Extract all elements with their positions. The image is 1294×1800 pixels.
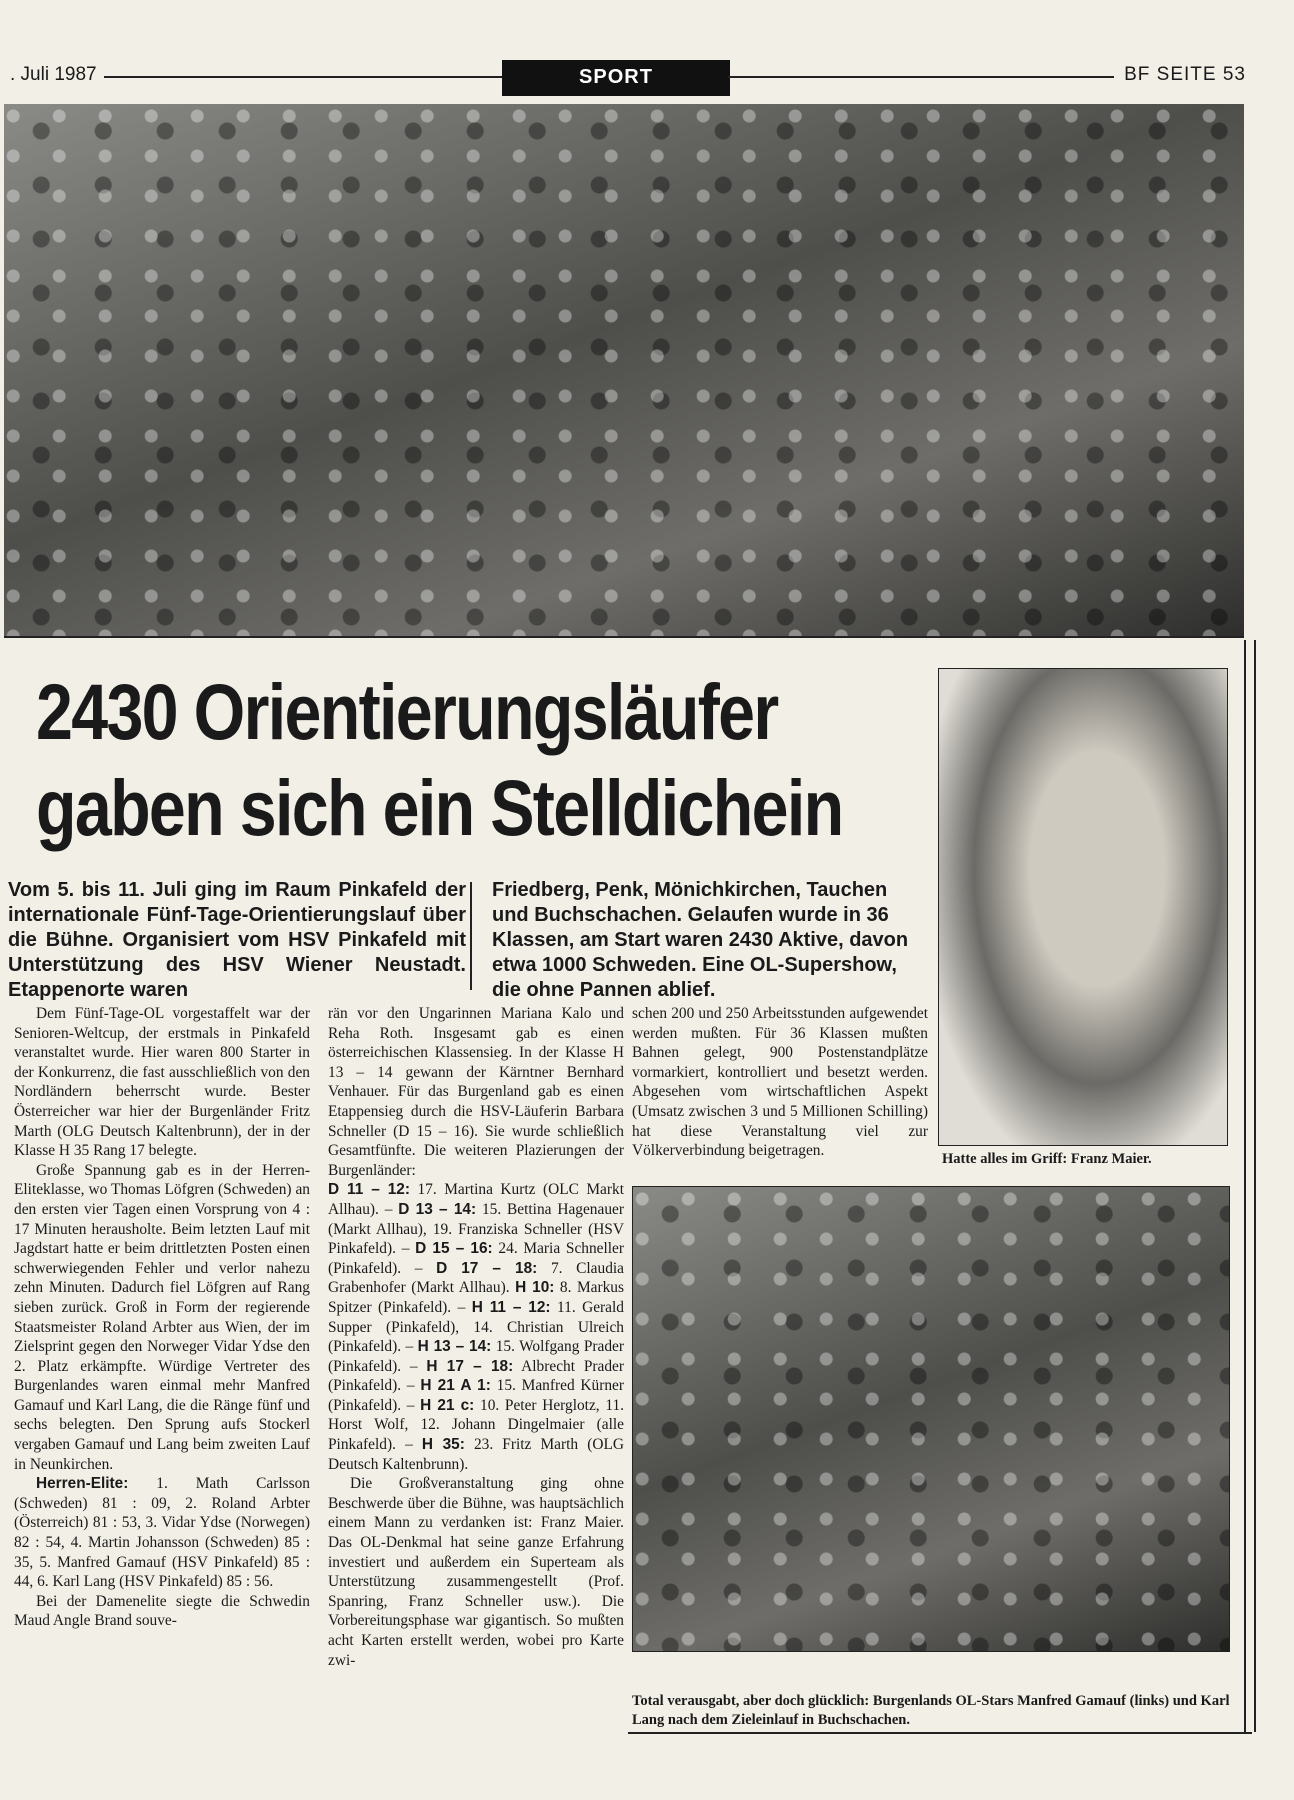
result-entry-text: Albrecht Prader (Pinkafeld). – [328, 1357, 624, 1395]
results-label: Herren-Elite: [36, 1475, 129, 1493]
article-column-2 [328, 1004, 624, 1670]
header-rule-right [728, 76, 1114, 78]
result-class-label: H 11 – 12: [471, 1298, 551, 1316]
results-paragraph [14, 1474, 310, 1592]
page-number: BF SEITE 53 [1124, 64, 1246, 85]
body-paragraph: Die Großveranstaltung ging ohne Beschwerde über die Bühne, was hauptsächlich einem Mann zu verdanken ist: Franz Maier. Das OL-Denkmal hat seine ganze Erfahrung investiert und außerdem ein Superteam als Unterstützung zusammengestellt (Prof. Spanring, Franz Schneller usw.). Die Vorbereitungsphase war gigantisch. So mußten acht Karten erstellt werden, wobei pro Karte zwi- [328, 1475, 624, 1669]
result-entry-text: 24. Maria Schneller (Pinkafeld). – [328, 1240, 625, 1277]
crowd-photo [4, 104, 1244, 638]
frame-rule-vertical [1244, 640, 1256, 1732]
page-header [0, 56, 1294, 96]
result-class-label: D 11 – 12: [328, 1181, 410, 1199]
runners-photo [632, 1186, 1230, 1652]
result-entry-text: 23. Fritz Marth (OLG Deutsch Kaltenbrunn). [328, 1436, 624, 1473]
article-column-1 [14, 1004, 310, 1631]
result-entry-text: 7. Claudia Grabenhofer (Markt Allhau). [328, 1259, 625, 1297]
result-class-label: H 21 A 1: [420, 1377, 491, 1395]
body-paragraph: rän vor den Ungarinnen Mariana Kalo und Reha Roth. Insgesamt gab es einen österreichischen Klassensieg. In der Klasse H 13 – 14 gewann der Kärntner Bernhard Venhauer. Für das Burgenland gab es einen Etappensieg durch die HSV-Läuferin Barbara Schneller (D 15 – 16). Sie wurde schließlich Gesamtfünfte. Die weiteren Plazierungen der Burgenländer: [328, 1005, 624, 1179]
result-class-label: H 35: [421, 1436, 465, 1454]
lead-paragraph-left: Vom 5. bis 11. Juli ging im Raum Pinkafeld der internationale Fünf-Tage-Orientierungslauf über die Bühne. Organisiert vom HSV Pinkafeld mit Unterstützung des HSV Wiener Neustadt. Etappenorte waren [8, 879, 466, 1001]
runners-caption: Total verausgabt, aber doch glücklich: Burgenlands OL-Stars Manfred Gamauf (links) und Karl Lang nach dem Zieleinlauf in Buchschachen. [632, 1693, 1230, 1728]
headline [36, 664, 843, 856]
result-class-label: H 17 – 18: [426, 1357, 514, 1375]
result-class-label: D 15 – 16: [415, 1240, 493, 1258]
frame-rule-horizontal [628, 1732, 1252, 1734]
headline-line-2: gaben sich ein Stelldichein [36, 763, 843, 852]
results-text: 1. Math Carlsson (Schweden) 81 : 09, 2. Roland Arbter (Österreich) 81 : 53, 3. Vidar Ydse (Norwegen) 82 : 54, 4. Martin Johansson (Schweden) 85 : 35, 5. Manfred Gamauf (HSV Pinkafeld) 85 : 44, 6. Karl Lang (HSV Pinkafeld) 85 : 56. [14, 1475, 310, 1591]
article-column-3 [632, 1004, 928, 1161]
lead-divider [470, 882, 472, 990]
result-entry-text: 15. Bettina Hagenauer (Markt Allhau), 19. Franziska Schneller (HSV Pinkafeld). – [328, 1200, 624, 1258]
result-class-label: H 21 c: [420, 1396, 475, 1414]
result-entry-text: 8. Markus Spitzer (Pinkafeld). – [328, 1279, 624, 1316]
result-entry-text: 15. Manfred Kürner (Pinkafeld). – [328, 1377, 625, 1414]
result-class-label: H 10: [515, 1279, 555, 1297]
result-entry-text: 17. Martina Kurtz (OLC Markt Allhau). – [328, 1181, 624, 1218]
result-class-label: D 13 – 14: [398, 1200, 477, 1218]
body-paragraph: schen 200 und 250 Arbeitsstunden aufgewendet werden mußten. Für 36 Klassen mußten Bahnen gelegt, 900 Postenstandplätze vormarkiert, kontrolliert und besetzt werden. Abgesehen vom wirtschaftlichen Aspekt (Umsatz zwischen 3 und 5 Millionen Schilling) hat diese Veranstaltung viel zur Völkerverbindung beigetragen. [632, 1005, 928, 1160]
section-label: SPORT [502, 60, 730, 96]
lead-paragraph-right: Friedberg, Penk, Mönichkirchen, Tauchen und Buchschachen. Gelaufen wurde in 36 Klassen, am Start waren 2430 Aktive, davon etwa 1000 Schweden. Eine OL-Supershow, die ohne Pannen ablief. [492, 879, 909, 1001]
result-class-label: H 13 – 14: [417, 1338, 492, 1356]
headline-line-1: 2430 Orientierungsläufer [36, 667, 778, 756]
issue-date: . Juli 1987 [10, 64, 97, 85]
portrait-photo [938, 668, 1228, 1146]
result-entry-text: 11. Gerald Supper (Pinkafeld), 14. Christian Ulreich (Pinkafeld). – [328, 1298, 624, 1356]
result-class-label: D 17 – 18: [436, 1259, 538, 1277]
result-entry-text: 10. Peter Herglotz, 11. Horst Wolf, 12. Johann Dingelmaier (alle Pinkafeld). – [328, 1396, 624, 1454]
result-entry-text: 15. Wolfgang Prader (Pinkafeld). – [328, 1338, 624, 1375]
body-paragraph: Große Spannung gab es in der Herren-Eliteklasse, wo Thomas Löfgren (Schweden) an den ersten vier Tagen einen Vorsprung von 4 : 17 Minuten herausholte. Beim letzten Lauf mit Jagdstart hatte er beim drittletzten Posten einen schwerwiegenden Fehler und verlor nahezu zehn Minuten. Dadurch fiel Löfgren auf Rang sieben zurück. Groß in Form der regierende Staatsmeister Roland Arbter aus Wien, der im Zielsprint gegen den Norweger Vidar Ydse den 2. Platz erkämpfte. Würdige Vertreter des Burgenlandes waren einmal mehr Manfred Gamauf und Karl Lang, die die Ränge fünf und sechs belegten. Den Sprung aufs Stockerl vergaben Gamauf und Lang beim zweiten Lauf in Neunkirchen. [14, 1161, 310, 1473]
header-rule-left [104, 76, 504, 78]
body-paragraph: Dem Fünf-Tage-OL vorgestaffelt war der Senioren-Weltcup, der erstmals in Pinkafeld veranstaltet wurde. Hier waren 800 Starter in der Konkurrenz, die fast ausschließlich von den Nordländern beherrscht wurde. Bester Österreicher war hier der Burgenländer Fritz Marth (OLG Deutsch Kaltenbrunn), der in der Klasse H 35 Rang 17 belegte. [14, 1005, 310, 1160]
body-paragraph: Bei der Damenelite siegte die Schwedin Maud Angle Brand souve- [14, 1592, 310, 1630]
portrait-caption: Hatte alles im Griff: Franz Maier. [942, 1151, 1152, 1167]
results-paragraph [328, 1180, 624, 1474]
